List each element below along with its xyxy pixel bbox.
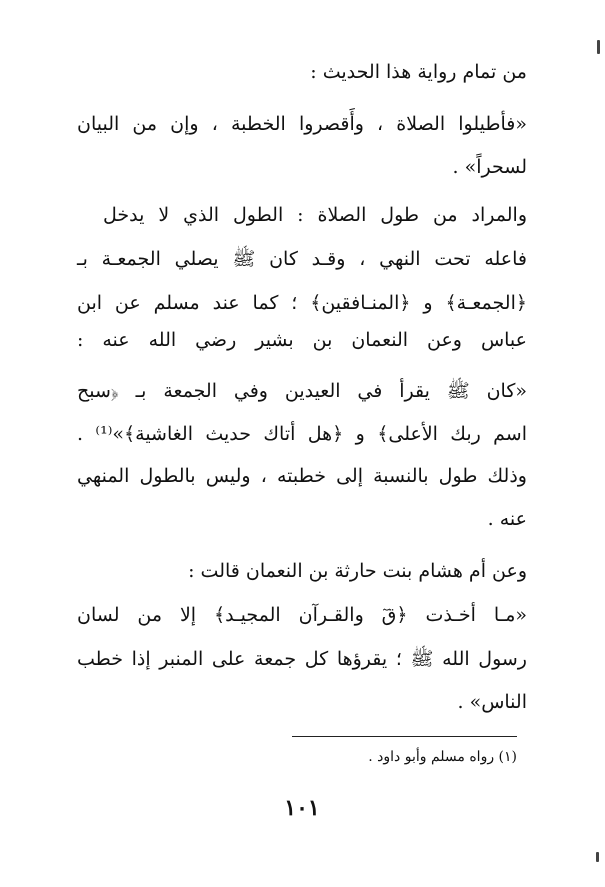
text-line-7: عباس وعن النعمان بن بشير رضي الله عنه : xyxy=(77,329,527,351)
scan-edge-mark-top xyxy=(597,40,600,54)
text-line-5: فاعله تحت النهي ، وقـد كان ﷺ يصلي الجمعـة بـ xyxy=(77,248,527,270)
text-line-12: وعن أم هشام بنت حارثة بن النعمان قالت : xyxy=(188,560,527,582)
text-line-8: «كان ﷺ يقرأ في العيدين وفي الجمعة بـ ﴿سبح xyxy=(77,380,527,402)
text-line-10: وذلك طول بالنسبة إلى خطبته ، وليس بالطول المنهي xyxy=(77,465,527,487)
scan-edge-mark-bottom xyxy=(596,852,599,862)
text-line-6: ﴿الجمعـة﴾ و ﴿المنـافقين﴾ ؛ كما عند مسلم عن ابن xyxy=(77,292,527,314)
text-line-13: «مـا أخـذت ﴿قٓ والقـرآن المجيـد﴾ إلا من لسان xyxy=(77,604,527,626)
footnote-separator xyxy=(292,736,517,737)
text-line-15: الناس» . xyxy=(457,691,527,713)
text-line-2: «فأطيلوا الصلاة ، وأَقصروا الخطبة ، وإن من البيان xyxy=(77,113,527,135)
text-line-1: من تمام رواية هذا الحديث : xyxy=(310,61,527,83)
page-number: ١٠١ xyxy=(284,795,320,821)
text-line-4: والمراد من طول الصلاة : الطول الذي لا يدخل xyxy=(103,204,527,226)
footnote: (١) رواه مسلم وأبو داود . xyxy=(368,749,517,765)
text-line-3: لسحراً» . xyxy=(452,156,527,178)
text-line-9: اسم ربك الأعلى﴾ و ﴿هل أتاك حديث الغاشية﴾»⁽¹⁾ . xyxy=(77,423,527,445)
text-line-14: رسول الله ﷺ ؛ يقرؤها كل جمعة على المنبر إذا خطب xyxy=(77,648,527,670)
text-line-11: عنه . xyxy=(487,508,527,530)
